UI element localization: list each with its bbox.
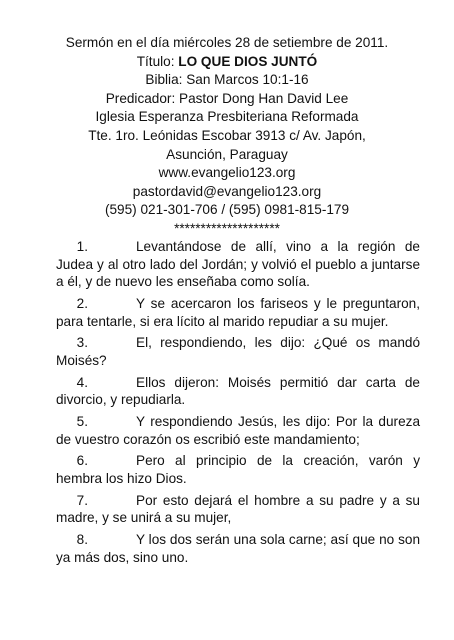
verse-paragraph <box>56 374 420 409</box>
bible-reference: Biblia: San Marcos 10:1-16 <box>145 72 309 88</box>
verse-text: Y respondiendo Jesús, les dijo: Por la dureza de vuestro corazón os escribió este mandamiento; <box>56 414 420 447</box>
verse-number: 7. <box>76 492 88 508</box>
preacher-line: Predicador: Pastor Dong Han David Lee <box>105 90 349 106</box>
phone-line: (595) 021-301-706 / (595) 0981-815-179 <box>104 202 350 218</box>
verse-paragraph <box>56 452 420 487</box>
verse-paragraph <box>56 238 420 291</box>
scripture-body <box>56 238 420 571</box>
verse-number: 3. <box>76 335 88 351</box>
email-line: pastordavid@evangelio123.org <box>132 183 322 199</box>
separator-line: ******************** <box>174 220 280 236</box>
verse-paragraph <box>56 334 420 369</box>
verse-text: Levantándose de allí, vino a la región de Judea y al otro lado del Jordán; y volvió el pueblo a juntarse a él, y de nuevo les enseñaba como solía. <box>56 239 420 290</box>
verse-text: Ellos dijeron: Moisés permitió dar carta de divorcio, y repudiarla. <box>56 374 420 408</box>
verse-text: Y se acercaron los fariseos y le preguntaron, para tentarle, si era lícito al marido repudiar a su mujer. <box>56 295 420 329</box>
verse-number: 8. <box>76 532 88 548</box>
verse-number: 5. <box>76 414 88 430</box>
verse-text: Pero al principio de la creación, varón y hembra los hizo Dios. <box>56 453 420 487</box>
verse-text: Y los dos serán una sola carne; así que no son ya más dos, sino uno. <box>56 532 420 565</box>
verse-paragraph <box>56 531 420 566</box>
sermon-title: LO QUE DIOS JUNTÓ <box>178 53 318 69</box>
verse-number: 1. <box>76 239 88 254</box>
address-line-2: Asunción, Paraguay <box>166 146 288 162</box>
sermon-date-line: Sermón en el día miércoles 28 de setiembre de 2011. <box>65 35 389 50</box>
verse-text: El, respondiendo, les dijo: ¿Qué os mandó Moisés? <box>56 335 420 368</box>
church-name: Iglesia Esperanza Presbiteriana Reformada <box>95 109 359 125</box>
sermon-title-line <box>20 53 434 72</box>
sermon-header <box>20 34 434 239</box>
verse-number: 6. <box>76 453 88 469</box>
verse-number: 2. <box>76 295 88 311</box>
verse-number: 4. <box>76 374 88 390</box>
address-line-1: Tte. 1ro. Leónidas Escobar 3913 c/ Av. Japón, <box>88 127 366 143</box>
verse-paragraph <box>56 492 420 527</box>
verse-paragraph <box>56 413 420 448</box>
website-line: www.evangelio123.org <box>158 165 296 181</box>
verse-paragraph <box>56 295 420 330</box>
title-label: Título: <box>136 53 179 69</box>
verse-text: Por esto dejará el hombre a su padre y a su madre, y se unirá a su mujer, <box>56 492 420 526</box>
